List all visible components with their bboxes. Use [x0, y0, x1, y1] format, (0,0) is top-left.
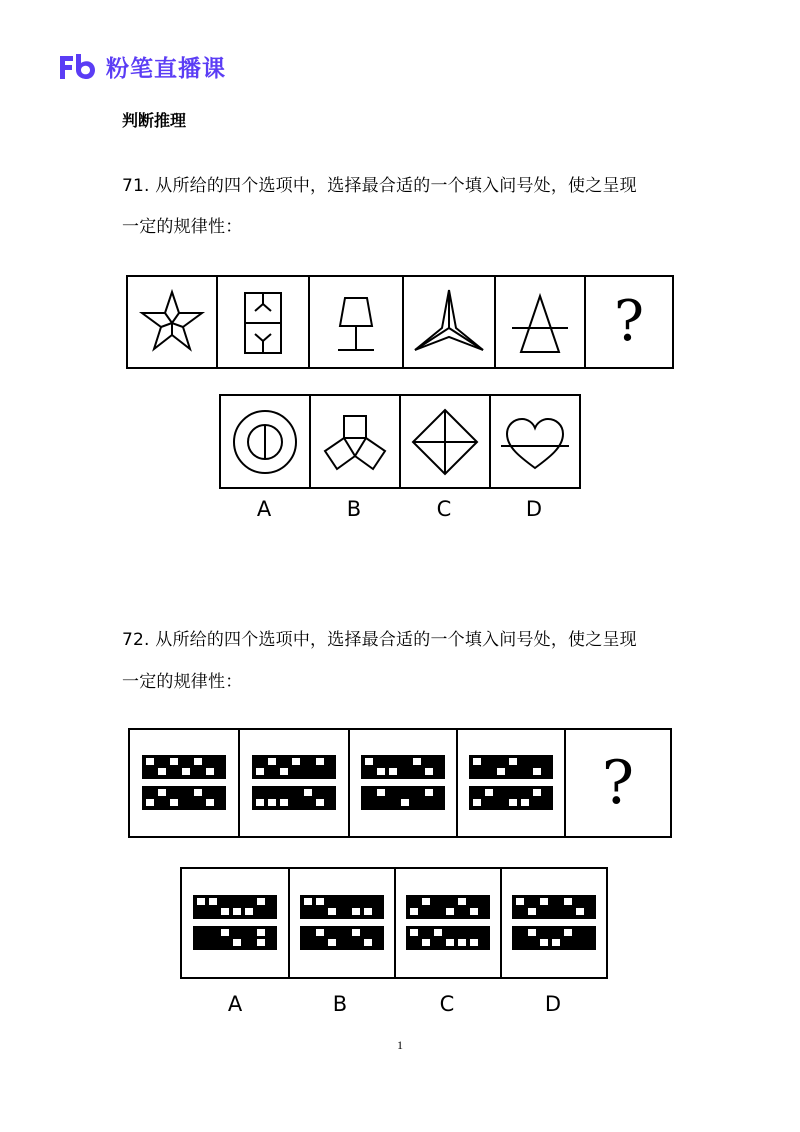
option-label-c: C	[439, 992, 455, 1016]
question-71-options	[219, 394, 581, 489]
box-with-branches-icon	[223, 282, 303, 362]
brand-header	[58, 50, 226, 82]
option-label-b: B	[332, 992, 348, 1016]
sequence-cell	[310, 277, 404, 367]
sequence-cell	[458, 730, 566, 836]
block-pattern-icon	[467, 753, 555, 813]
question-72-options	[180, 867, 608, 979]
question-71-text-line2: 一定的规律性：	[122, 217, 243, 237]
three-point-star-icon	[407, 282, 491, 362]
option-c-cell[interactable]	[401, 396, 491, 487]
three-squares-triangle-icon	[315, 402, 395, 482]
sequence-cell	[496, 277, 586, 367]
option-label-c: C	[436, 497, 452, 521]
block-pattern-icon	[359, 753, 447, 813]
option-a-cell[interactable]	[221, 396, 311, 487]
option-label-d: D	[544, 992, 562, 1016]
question-mark-cell	[586, 277, 672, 367]
sequence-cell	[130, 730, 240, 836]
sequence-cell	[404, 277, 496, 367]
question-72-sequence	[128, 728, 672, 838]
block-pattern-icon	[191, 893, 279, 953]
sequence-cell	[128, 277, 218, 367]
question-71-sequence	[126, 275, 674, 369]
option-label-a: A	[227, 992, 243, 1016]
fenbi-logo-icon	[58, 50, 98, 82]
sequence-cell	[240, 730, 350, 836]
option-c-cell[interactable]	[396, 869, 502, 977]
section-title: 判断推理	[122, 111, 187, 130]
question-mark: ?	[613, 289, 645, 354]
block-pattern-icon	[250, 753, 338, 813]
sequence-cell	[350, 730, 458, 836]
question-mark-cell	[566, 730, 670, 836]
question-mark: ?	[601, 748, 635, 818]
option-a-cell[interactable]	[182, 869, 290, 977]
option-d-cell[interactable]	[491, 396, 579, 487]
question-72-text-line2: 一定的规律性：	[122, 672, 243, 692]
diamond-cross-icon	[405, 402, 485, 482]
block-pattern-icon	[140, 753, 228, 813]
block-pattern-icon	[404, 893, 492, 953]
block-pattern-icon	[298, 893, 386, 953]
sequence-cell	[218, 277, 310, 367]
lamp-icon	[316, 282, 396, 362]
option-b-cell[interactable]	[290, 869, 396, 977]
concentric-circles-icon	[225, 402, 305, 482]
option-label-b: B	[346, 497, 362, 521]
option-label-a: A	[256, 497, 272, 521]
block-pattern-icon	[510, 893, 598, 953]
page-number: 1	[397, 1038, 403, 1052]
triangle-crossed-icon	[500, 282, 580, 362]
question-72-text-line1: 72. 从所给的四个选项中，选择最合适的一个填入问号处，使之呈现	[122, 630, 637, 650]
option-d-cell[interactable]	[502, 869, 606, 977]
star-pentagram-icon	[132, 282, 212, 362]
brand-name: 粉笔直播课	[106, 55, 226, 82]
heart-crossed-icon	[495, 402, 575, 482]
option-label-d: D	[525, 497, 543, 521]
option-b-cell[interactable]	[311, 396, 401, 487]
question-71-text-line1: 71. 从所给的四个选项中，选择最合适的一个填入问号处，使之呈现	[122, 176, 637, 196]
